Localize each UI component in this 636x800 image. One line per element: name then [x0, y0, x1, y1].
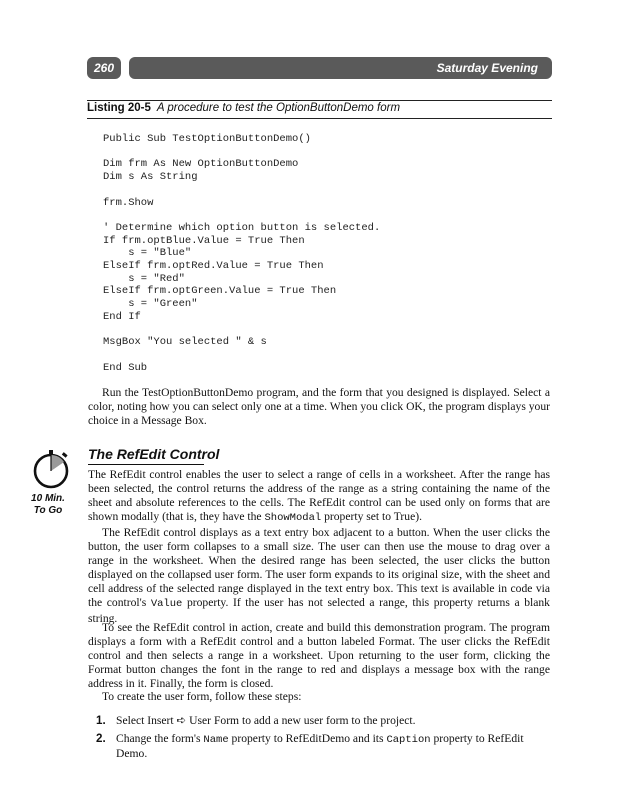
page-header	[87, 57, 552, 79]
paragraph-refedit-display	[88, 526, 550, 626]
paragraph-refedit-intro	[88, 468, 550, 525]
listing-bottom-rule	[87, 118, 552, 119]
page-number: 260	[87, 57, 121, 79]
paragraph-text: The RefEdit control enables the user to select a range of cells in a worksheet. After the range has been selected, the control returns the address of the range as a string containing the name of the sheet and absolute references to the cells. The RefEdit control can be used only on forms that are shown modally (that is, they have the	[88, 468, 550, 524]
step-text-part: property to RefEdit Demo.	[116, 732, 524, 761]
step-number: 1.	[96, 714, 106, 727]
section-heading: The RefEdit Control	[88, 446, 220, 462]
time-remaining-minutes: 10 Min.	[31, 493, 65, 504]
step-text-part: User Form to add a new user form to the project.	[189, 714, 416, 727]
time-remaining-label	[18, 493, 78, 517]
listing-title: A procedure to test the OptionButtonDemo form	[156, 102, 401, 114]
inline-code: Caption	[386, 734, 431, 746]
step-number: 2.	[96, 732, 106, 745]
paragraph-demo-program: To see the RefEdit control in action, create and build this demonstration program. The program displays a form with a RefEdit control and a button labeled Format. The user clicks the RefEdit control and then selects a range in a worksheet. Upon returning to the user form, clicking the Format button changes the font in the range to red and displays a message box with the range address in it. Finally, the form is closed.	[88, 621, 550, 691]
section-title: Saturday Evening	[129, 57, 552, 79]
paragraph-text: property. If the user has not selected a range, this property returns a blank string.	[88, 596, 550, 625]
section-heading-rule	[88, 464, 204, 465]
code-listing: Public Sub TestOptionButtonDemo() Dim frm As New OptionButtonDemo Dim s As String frm.Show ' Determine which option button is selected. If frm.optBlue.Value = True Then s = "Blue" ElseIf frm.optRed.Value = True Then s = "Red" ElseIf frm.optGreen.Value = True Then s = "Green" End If MsgBox "You selected " & s End Sub	[103, 133, 381, 374]
step-text-part: property to RefEditDemo and its	[231, 732, 384, 745]
step-text-part: Select Insert	[116, 714, 174, 727]
menu-arrow-icon: ➪	[176, 714, 187, 727]
listing-label: Listing 20-5	[87, 102, 151, 114]
inline-code: ShowModal	[264, 512, 322, 525]
listing-top-rule	[87, 100, 552, 101]
paragraph-text: property set to True).	[324, 510, 422, 524]
paragraph-run-program: Run the TestOptionButtonDemo program, and the form that you designed is displayed. Select a color, noting how you can select only one at a time. When you click OK, the program displays your choice in a Message Box.	[88, 386, 550, 428]
paragraph-steps-intro: To create the user form, follow these steps:	[102, 690, 302, 703]
paragraph-text: The RefEdit control displays as a text entry box adjacent to a button. When the user clicks the button, the user form collapses to a small size. The user can then use the mouse to drag over a range in the worksheet. When the desired range has been selected, the user clicks the button displayed on the collapsed user form. The user form expands to its original size, with the sheet and cell address of the selected range displayed in the text entry box. This text is available in code via the control's	[88, 526, 550, 610]
time-remaining-text: To Go	[33, 505, 63, 516]
stopwatch-icon	[30, 447, 74, 491]
listing-caption	[87, 102, 400, 114]
inline-code: Value	[150, 598, 183, 611]
step-text	[116, 732, 536, 761]
step-text-part: Change the form's	[116, 732, 201, 745]
step-text	[116, 714, 536, 728]
inline-code: Name	[203, 734, 229, 746]
